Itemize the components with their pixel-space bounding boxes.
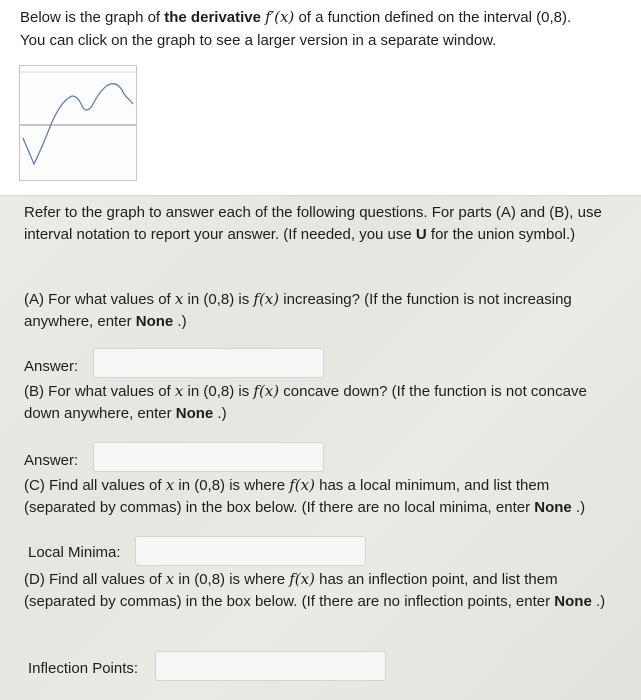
instructions-post: for the union symbol.): [426, 226, 576, 243]
intro-text: [20, 6, 630, 52]
part-a-text-2: in (0,8) is: [183, 291, 254, 308]
union-symbol: U: [415, 226, 427, 243]
instructions-pre: Refer to the graph to answer each of the following questions. For parts (A) and (B), use interval notation to report your answer. (If needed, you use: [24, 204, 602, 243]
part-d-text-1: (D) Find all values of: [24, 571, 166, 588]
part-d-text-3: has an inflection point, and list them (separated by commas) in the box below. (If there are no inflection points, enter: [24, 571, 558, 610]
part-c-answer-label: Local Minima:: [28, 544, 121, 561]
intro-line1-pre: Below is the graph of: [20, 9, 165, 26]
part-a-text-1: (A) For what values of: [24, 291, 175, 308]
part-c-text-4: .): [571, 499, 586, 516]
part-d-text-4: .): [591, 593, 606, 610]
derivative-graph: [20, 66, 136, 180]
intro-line2: You can click on the graph to see a larger version in a separate window.: [20, 32, 497, 49]
instructions-text: [24, 202, 624, 246]
part-b-text-1: (B) For what values of: [24, 383, 175, 400]
derivative-graph-thumbnail[interactable]: [19, 65, 137, 181]
part-b-text-3: concave down? (If the function is not concave down anywhere, enter: [24, 383, 587, 422]
part-c-question: [24, 474, 624, 519]
part-a-none: None: [135, 313, 174, 330]
questions-panel: [0, 196, 641, 700]
part-d-none: None: [554, 593, 592, 610]
part-b-text-2: in (0,8) is: [183, 383, 254, 400]
part-c-text-1: (C) Find all values of: [24, 477, 166, 494]
local-minima-input[interactable]: [135, 536, 366, 566]
part-d-math-fx: f(x): [289, 570, 315, 588]
part-d-question: [24, 568, 624, 613]
part-b-question: [24, 380, 624, 425]
part-b-text-4: .): [213, 405, 227, 422]
part-b-math-x: x: [174, 382, 184, 400]
derivative-curve: [23, 84, 133, 164]
part-a-text-4: .): [173, 313, 187, 330]
part-a-math-x: x: [174, 290, 184, 308]
part-c-text-2: in (0,8) is where: [174, 477, 290, 494]
intro-line1-post: of a function defined on the interval (0,8).: [294, 9, 572, 26]
part-c-text-3: has a local minimum, and list them (separated by commas) in the box below. (If there are no local minima, enter: [24, 477, 550, 516]
part-c-math-x: x: [165, 476, 175, 494]
part-a-question: [24, 288, 624, 333]
part-c-none: None: [534, 499, 572, 516]
part-b-none: None: [175, 405, 214, 422]
inflection-points-input[interactable]: [155, 651, 386, 681]
part-a-math-fx: f(x): [253, 290, 280, 308]
part-c-math-fx: f(x): [289, 476, 315, 494]
part-b-math-fx: f(x): [253, 382, 280, 400]
part-a-answer-label: Answer:: [24, 358, 79, 375]
part-b-answer-label: Answer:: [24, 452, 79, 469]
intro-line1-bold: the derivative: [164, 9, 261, 26]
part-d-answer-label: Inflection Points:: [28, 660, 139, 677]
derivative-notation: f′(x): [265, 8, 295, 26]
part-d-text-2: in (0,8) is where: [174, 571, 290, 588]
part-b-answer-input[interactable]: [93, 442, 324, 472]
part-a-text-3: increasing? (If the function is not increasing anywhere, enter: [24, 291, 572, 330]
part-d-math-x: x: [165, 570, 175, 588]
part-a-answer-input[interactable]: [93, 348, 324, 378]
intro-section: [0, 0, 641, 196]
